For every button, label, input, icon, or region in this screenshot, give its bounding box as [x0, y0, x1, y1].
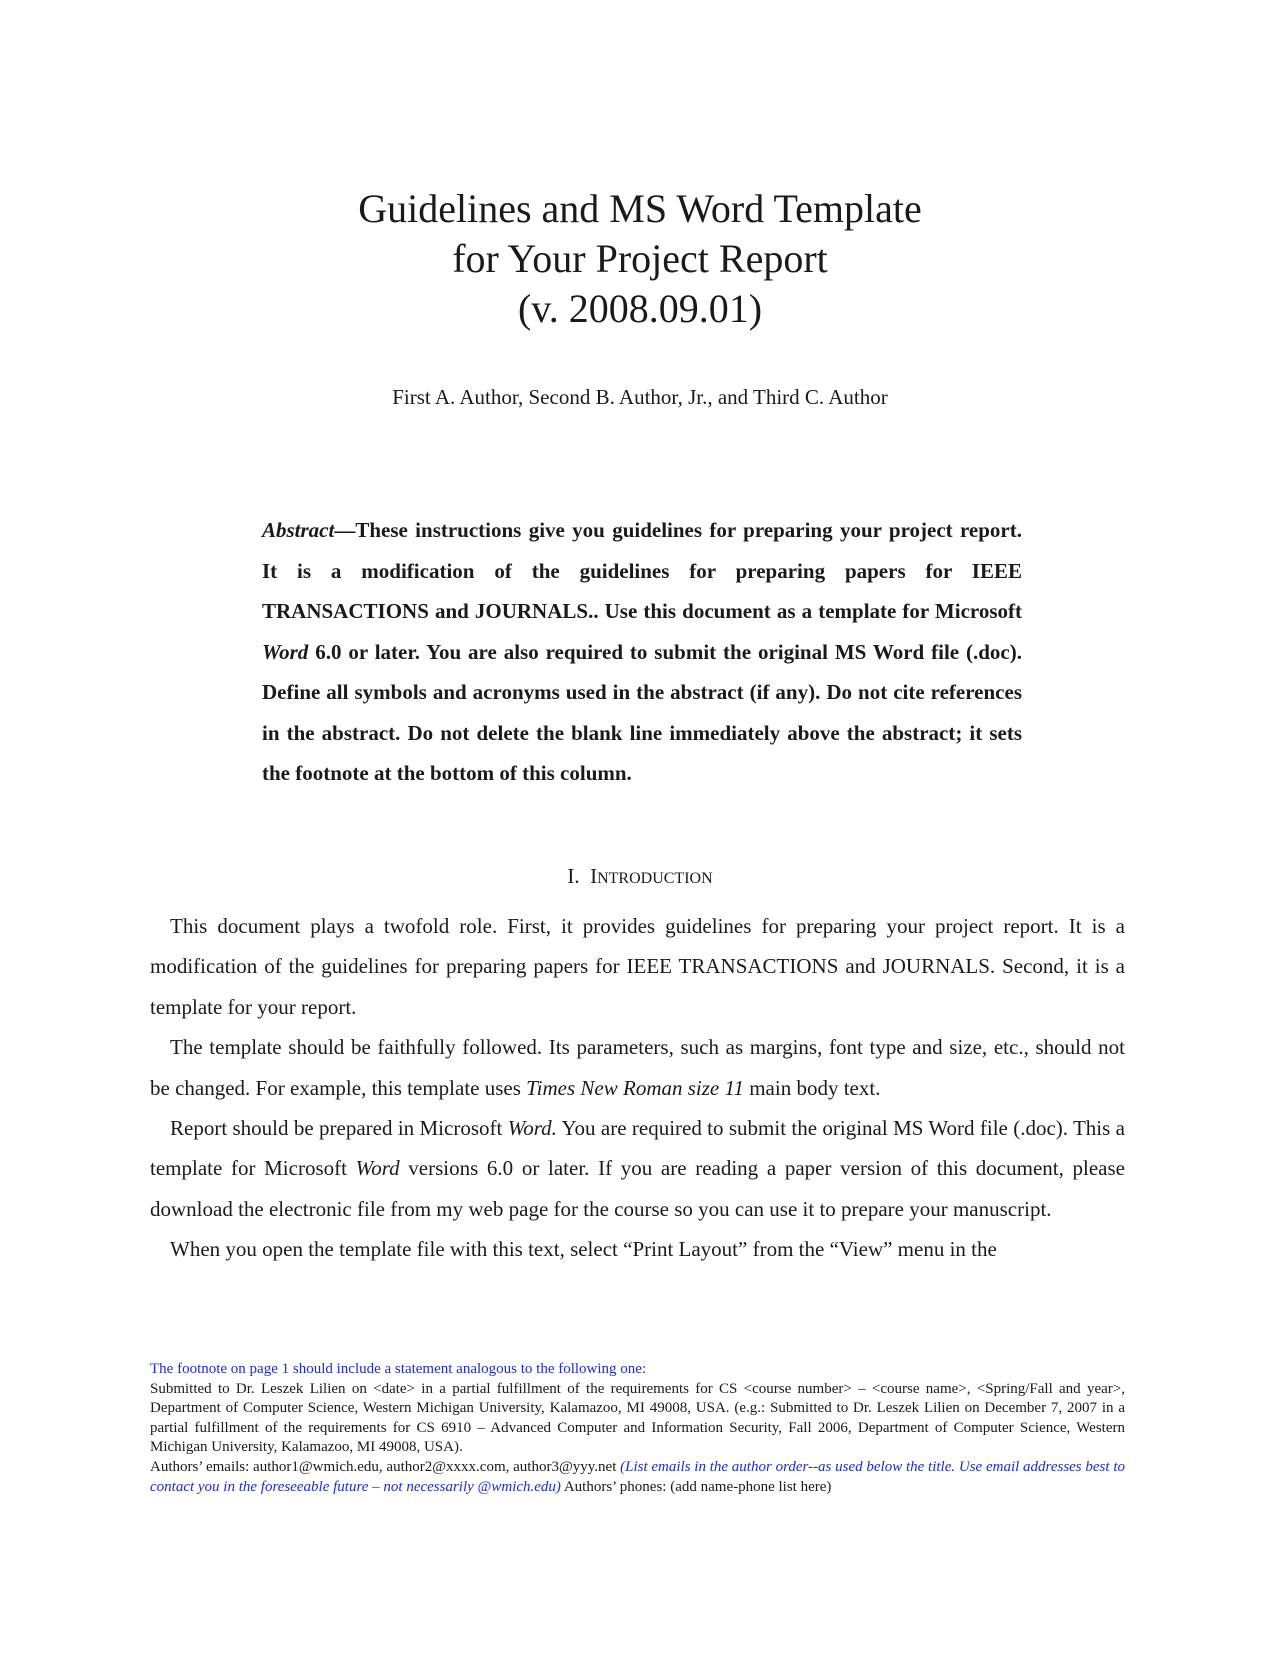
paragraph-2-text-b: main body text. [743, 1075, 881, 1100]
author-list: First A. Author, Second B. Author, Jr., and Third C. Author [392, 385, 888, 409]
paragraph-2-text-a: The template should be faithfully followed. Its parameters, such as margins, font type and size, etc., should not be changed. For example, this template uses [150, 1035, 1125, 1100]
footnote-heading: The footnote on page 1 should include a statement analogous to the following one: [150, 1361, 647, 1377]
title-line-2: for Your Project Report [452, 236, 828, 281]
paragraph-1: This document plays a twofold role. First, it provides guidelines for preparing your project report. It is a modification of the guidelines for preparing papers for IEEE TRANSACTIONS and JOURNALS. Second, it is a template for your report. [150, 914, 1125, 1019]
paragraph-3-italic-2: Word [355, 1156, 400, 1181]
section-heading-first-letter: I [590, 864, 598, 888]
footnote-emails: Authors’ emails: author1@wmich.edu, author2@xxxx.com, author3@yyy.net [150, 1458, 621, 1475]
title-line-1: Guidelines and MS Word Template [358, 186, 922, 231]
footnote-submission-text: Submitted to Dr. Leszek Lilien on <date> in a partial fulfillment of the requirements for CS <course number> – <course name>, <Spring/Fall and year>, Department of Computer Science, Western Michigan University, Kalamazoo, MI 49008, USA. (e.g.: Submitted to Dr. Leszek Lilien on December 7, 2007 in a partial fulfillment of the requirements for CS 6910 – Advanced Computer and Information Security, Fall 2006, Department of Computer Science, Western Michigan University, Kalamazoo, MI 49008, USA). [150, 1380, 1125, 1456]
section-heading-rest: NTRODUCTION [597, 870, 713, 887]
footnote-emails-note: (List emails in the author order--as used below the title. Use email addresses best to contact you in the foreseeable future – not necessarily @wmich.edu) [150, 1458, 1125, 1495]
abstract [262, 510, 1022, 794]
paper-title [0, 184, 1280, 334]
section-heading-introduction [0, 862, 1280, 893]
paragraph-3-text-b: You are required to submit the original MS Word file (.doc). This a template for Microsoft [150, 1116, 1125, 1181]
paragraph-3-italic-1: Word. [507, 1116, 557, 1141]
section-number: I. [567, 864, 580, 888]
paragraph-2 [150, 1027, 1125, 1108]
title-line-3: (v. 2008.09.01) [517, 286, 763, 331]
paragraph-2-italic: Times New Roman size 11 [526, 1075, 744, 1100]
abstract-label: Abstract [262, 518, 335, 542]
footnote-phones: Authors’ phones: (add name-phone list here) [560, 1478, 832, 1495]
paragraph-4: When you open the template file with this text, select “Print Layout” from the “View” menu in the [170, 1237, 997, 1262]
paragraph-3-text-a: Report should be prepared in Microsoft [170, 1116, 508, 1141]
abstract-dash: — [334, 518, 356, 542]
paragraph-3-text-c: versions 6.0 or later. If you are reading a paper version of this document, please download the electronic file from my web page for the course so you can use it to prepare your manuscript. [150, 1156, 1125, 1221]
abstract-word-italic: Word [262, 639, 309, 664]
body-text [150, 906, 1125, 1270]
footnote [150, 1360, 1125, 1497]
abstract-text-1: These instructions give you guidelines for preparing your project report. It is a modification of the guidelines for preparing papers for IEEE TRANSACTIONS and JOURNALS.. Use this document as a template for Microsoft [262, 518, 1022, 623]
abstract-text-2: 6.0 or later. You are also required to submit the original MS Word file (.doc). Define all symbols and acronyms used in the abstract (if any). Do not cite references in the abstract. Do not delete the blank line immediately above the abstract; it sets the footnote at the bottom of this column. [262, 639, 1022, 785]
paragraph-3 [150, 1108, 1125, 1229]
